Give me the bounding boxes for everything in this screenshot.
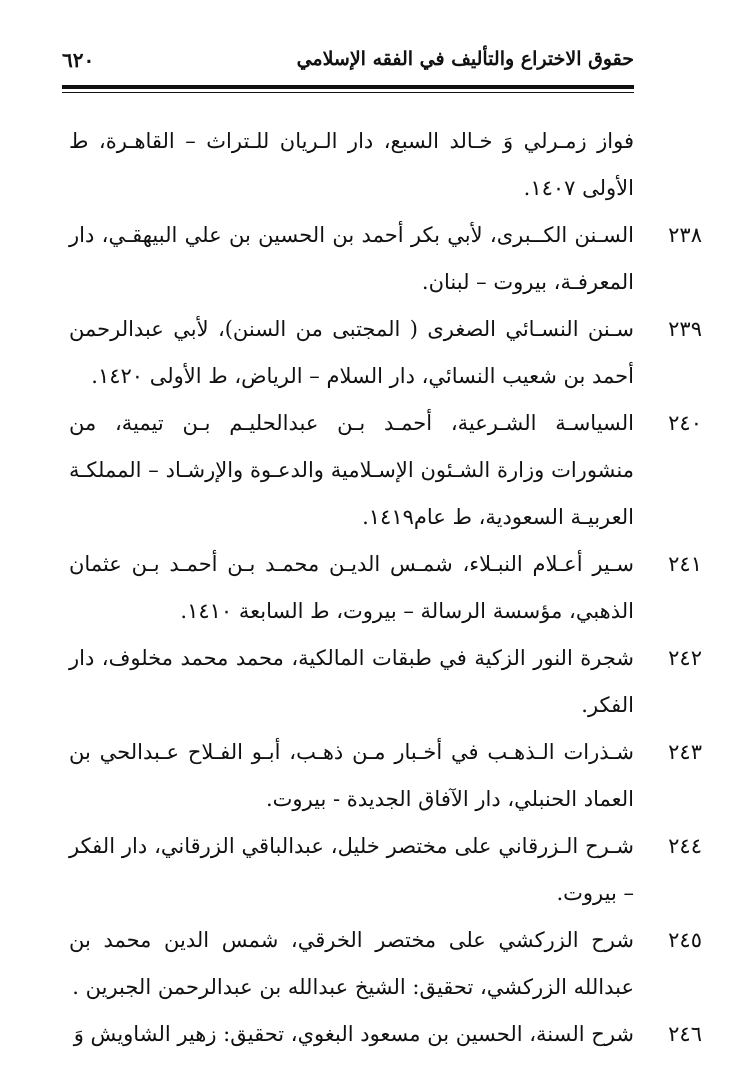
entry-text: شـرح الـزرقاني على مختصر خليل، عبدالباقي الزرقاني، دار الفكر – بيروت. [69,834,634,905]
entry-text: شرح السنة، الحسين بن مسعود البغوي، تحقيق: زهير الشاويش وَ [73,1022,634,1046]
entry-text: سـير أعـلام النبـلاء، شمـس الديـن محمـد بـن أحمـد بـن عثمان الذهبي، مؤسسة الرسالة – بيروت، ط السابعة ١٤١٠. [69,552,634,623]
entry-number: ٢٤٢ [668,646,702,670]
entry-text: سـنن النسـائي الصغرى ( المجتبى من السنن)، لأبي عبدالرحمن أحمد بن شعيب النسائي، دار السلام – الرياض، ط الأولى ١٤٢٠. [69,317,634,388]
entry-number: ٢٤٤ [668,834,702,858]
entry-number: ٢٣٩ [668,317,702,341]
entry-text: فواز زمـرلي وَ خـالد السبع، دار الـريان للـتراث – القاهـرة، ط الأولى ١٤٠٧. [69,129,634,200]
header-title: حقوق الاختراع والتأليف في الفقه الإسلامي [296,48,634,70]
bibliography-entry [69,212,702,306]
bibliography-list [69,118,702,1058]
entry-text: شرح الزركشي على مختصر الخرقي، شمس الدين محمد بن عبدالله الزركشي، تحقيق: الشيخ عبدالله بن عبدالرحمن الجبرين . [69,928,634,999]
entry-text: شجرة النور الزكية في طبقات المالكية، محمد محمد مخلوف، دار الفكر. [69,646,634,717]
bibliography-entry [69,729,702,823]
bibliography-entry [69,917,702,1011]
bibliography-entry [69,823,702,917]
entry-text: السياسـة الشـرعية، أحمـد بـن عبدالحليـم بـن تيمية، من منشورات وزارة الشـئون الإسـلامية والدعـوة والإرشـاد – المملكـة العربيـة السعودية، ط عام١٤١٩. [69,411,634,529]
bibliography-entry [69,635,702,729]
entry-number: ٢٤٣ [668,740,702,764]
entry-number: ٢٤٥ [668,928,702,952]
header-rule-thick [62,85,634,89]
bibliography-entry [69,400,702,541]
entry-text: السـنن الكــبرى، لأبي بكر أحمد بن الحسين بن علي البيهقـي، دار المعرفـة، بيروت – لبنان. [69,223,634,294]
page-number: ٦٢٠ [62,48,95,72]
running-header [62,48,634,82]
bibliography-entry [69,306,702,400]
header-rule-thin [62,92,634,93]
continuation-entry [69,118,634,212]
entry-number: ٢٤٠ [668,411,702,435]
entry-number: ٢٤١ [668,552,702,576]
bibliography-entry [69,541,702,635]
entry-number: ٢٤٦ [668,1022,702,1046]
entry-text: شـذرات الـذهـب في أخـبار مـن ذهـب، أبـو الفـلاح عـبدالحي بن العماد الحنبلي، دار الآفاق الجديدة - بيروت. [69,740,634,811]
bibliography-entry [69,1011,702,1058]
entry-number: ٢٣٨ [668,223,702,247]
